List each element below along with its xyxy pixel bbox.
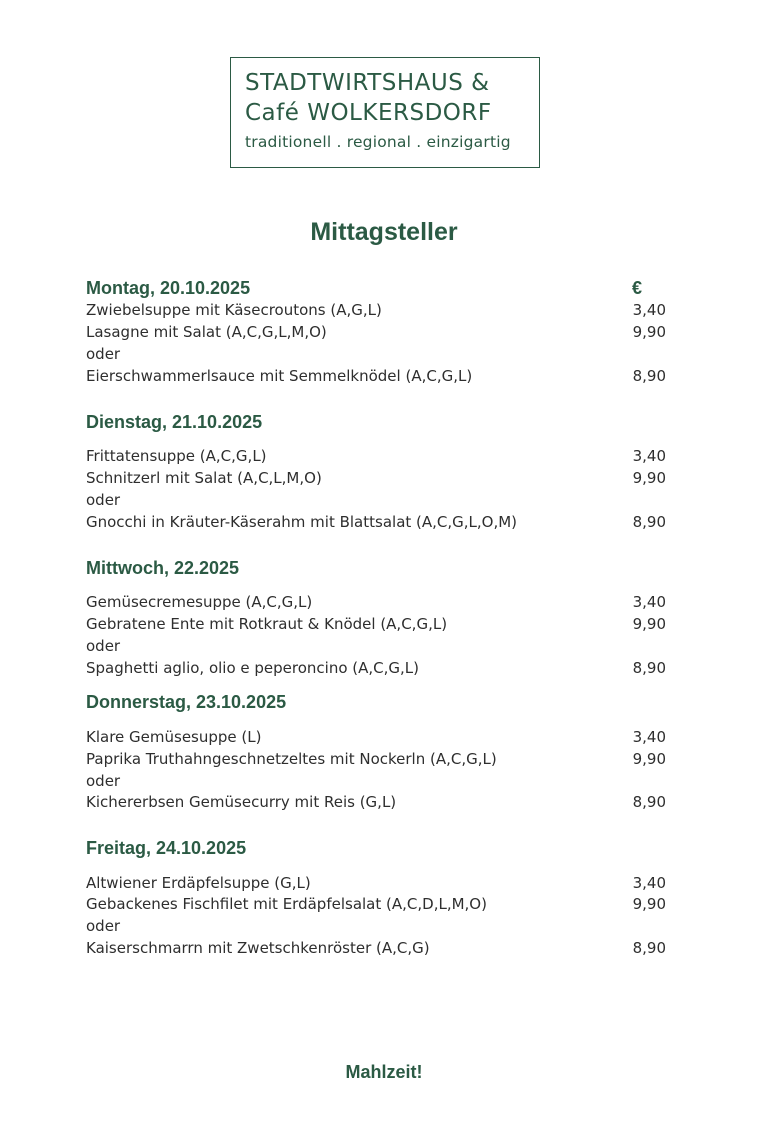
- menu-item-name: Lasagne mit Salat (A,C,G,L,M,O): [86, 323, 327, 341]
- menu-item-price: 9,90: [632, 895, 666, 913]
- day-heading-thursday: Donnerstag, 23.10.2025: [86, 692, 287, 712]
- day-heading-tuesday: Dienstag, 21.10.2025: [86, 412, 263, 432]
- logo-location-line: Café WOLKERSDORF: [245, 100, 492, 126]
- menu-item: [86, 872, 666, 894]
- page-title: Mittagsteller: [310, 218, 458, 246]
- menu-item-price: 3,40: [632, 447, 666, 465]
- day-heading-wednesday: Mittwoch, 22.2025: [86, 558, 240, 578]
- menu-item-price: 8,90: [632, 513, 666, 531]
- logo-tagline: traditionell . regional . einzigartig: [245, 133, 511, 151]
- menu-item-price: 9,90: [632, 323, 666, 341]
- menu-item-name: Klare Gemüsesuppe (L): [86, 728, 262, 746]
- menu-item-name: Gebratene Ente mit Rotkraut & Knödel (A,C,G,L): [86, 615, 448, 633]
- oder-label: oder: [86, 491, 121, 509]
- menu-item-name: Zwiebelsuppe mit Käsecroutons (A,G,L): [86, 301, 382, 319]
- menu-item: [86, 726, 666, 748]
- oder-label: oder: [86, 917, 121, 935]
- menu-item: [86, 299, 666, 321]
- footer-greeting: Mahlzeit!: [345, 1062, 423, 1082]
- menu-item: [86, 445, 666, 467]
- menu-item-price: 9,90: [632, 615, 666, 633]
- menu-item-name: Gebackenes Fischfilet mit Erdäpfelsalat (A,C,D,L,M,O): [86, 895, 487, 913]
- menu-item: [86, 937, 666, 959]
- menu-item-name: Kaiserschmarrn mit Zwetschkenröster (A,C,G): [86, 939, 430, 957]
- menu-item: [86, 613, 666, 635]
- menu-item-name: Paprika Truthahngeschnetzeltes mit Nockerln (A,C,G,L): [86, 750, 497, 768]
- menu-item: [86, 893, 666, 915]
- menu-item-name: Eierschwammerlsauce mit Semmelknödel (A,C,G,L): [86, 367, 473, 385]
- menu-item-name: Schnitzerl mit Salat (A,C,L,M,O): [86, 469, 322, 487]
- oder-label: oder: [86, 637, 121, 655]
- menu-item: [86, 467, 666, 489]
- currency-header: €: [632, 278, 643, 298]
- menu-item-separator: [86, 343, 666, 365]
- menu-item: [86, 321, 666, 343]
- menu-item: [86, 365, 666, 387]
- menu-item-name: Spaghetti aglio, olio e peperoncino (A,C,G,L): [86, 659, 420, 677]
- menu-item-price: 9,90: [632, 750, 666, 768]
- menu-item-price: 3,40: [632, 874, 666, 892]
- menu-item-price: 3,40: [632, 301, 666, 319]
- menu-item-price: 9,90: [632, 469, 666, 487]
- menu-item: [86, 748, 666, 770]
- menu-item-price: 8,90: [632, 939, 666, 957]
- menu-item-name: Gemüsecremesuppe (A,C,G,L): [86, 593, 313, 611]
- menu-item-name: Frittatensuppe (A,C,G,L): [86, 447, 267, 465]
- menu-item-price: 8,90: [632, 367, 666, 385]
- oder-label: oder: [86, 772, 121, 790]
- menu-item-separator: [86, 489, 666, 511]
- menu-item-price: 8,90: [632, 659, 666, 677]
- menu-item-name: Altwiener Erdäpfelsuppe (G,L): [86, 874, 311, 892]
- menu-item: [86, 591, 666, 613]
- menu-item-name: Kichererbsen Gemüsecurry mit Reis (G,L): [86, 793, 397, 811]
- menu-item: [86, 511, 666, 533]
- day-heading-friday: Freitag, 24.10.2025: [86, 838, 247, 858]
- oder-label: oder: [86, 345, 121, 363]
- menu-item: [86, 657, 666, 679]
- day-heading-monday: Montag, 20.10.2025: [86, 278, 251, 298]
- restaurant-logo: [230, 57, 540, 168]
- menu-item-price: 3,40: [632, 593, 666, 611]
- menu-item-name: Gnocchi in Kräuter-Käserahm mit Blattsalat (A,C,G,L,O,M): [86, 513, 518, 531]
- menu-item-separator: [86, 635, 666, 657]
- menu-item-price: 3,40: [632, 728, 666, 746]
- menu-item-separator: [86, 915, 666, 937]
- menu-item: [86, 791, 666, 813]
- menu-item-separator: [86, 770, 666, 792]
- menu-item-price: 8,90: [632, 793, 666, 811]
- logo-name-line: STADTWIRTSHAUS &: [245, 70, 490, 96]
